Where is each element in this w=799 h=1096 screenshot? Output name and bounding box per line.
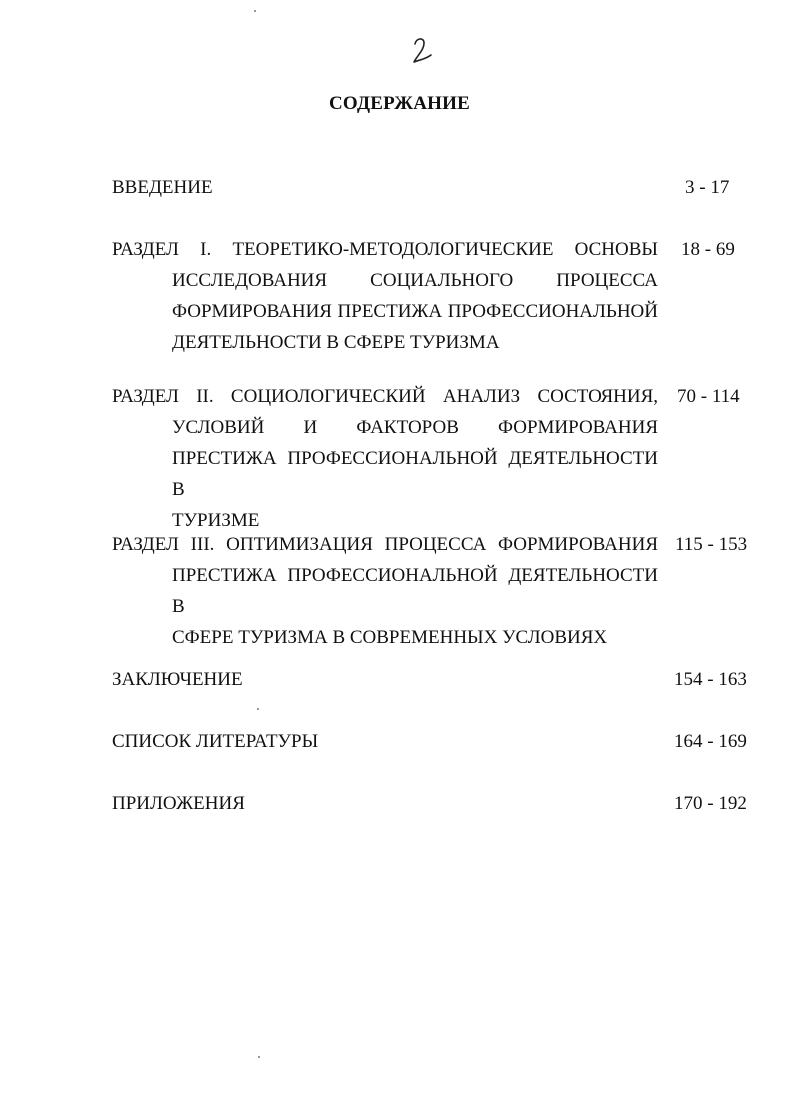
toc-entry-pages: 164 - 169 [674,731,747,752]
toc-entry-label: ЗАКЛЮЧЕНИЕ [112,669,243,690]
toc-entry-pages: 115 - 153 [675,534,748,555]
toc-entry-pages: 70 - 114 [677,386,740,407]
toc-entry-pages: 170 - 192 [674,793,747,814]
toc-entry-pages: 18 - 69 [681,239,735,260]
toc-entry-bibliography [112,726,752,757]
toc-entry-label-continued: УСЛОВИЙ И ФАКТОРОВ ФОРМИРОВАНИЯ [172,417,658,438]
toc-entry-appendices [112,788,752,819]
toc-entry-label-continued: ПРЕСТИЖА ПРОФЕССИОНАЛЬНОЙ ДЕЯТЕЛЬНОСТИ В [172,565,658,617]
toc-entry-pages: 154 - 163 [674,669,747,690]
toc-entry-label-continued: ТУРИЗМЕ [172,510,260,531]
toc-entry-section-2 [112,381,752,536]
toc-title: СОДЕРЖАНИЕ [329,93,470,114]
toc-entry-label-continued: ФОРМИРОВАНИЯ ПРЕСТИЖА ПРОФЕССИОНАЛЬНОЙ [172,301,658,322]
toc-entry-label: ВВЕДЕНИЕ [112,177,213,198]
toc-entry-section-3 [112,529,752,653]
toc-entry-label: РАЗДЕЛ II. СОЦИОЛОГИЧЕСКИЙ АНАЛИЗ СОСТОЯНИЯ, [112,386,658,407]
scan-speck [254,10,256,12]
toc-entry-label-continued: ДЕЯТЕЛЬНОСТИ В СФЕРЕ ТУРИЗМА [172,332,500,353]
toc-entry-label-continued: СФЕРЕ ТУРИЗМА В СОВРЕМЕННЫХ УСЛОВИЯХ [172,627,608,648]
toc-entry-label: РАЗДЕЛ III. ОПТИМИЗАЦИЯ ПРОЦЕССА ФОРМИРОВАНИЯ [112,534,658,555]
scan-speck [258,1056,260,1058]
toc-entry-label: ПРИЛОЖЕНИЯ [112,793,245,814]
toc-entry-pages: 3 - 17 [685,177,730,198]
scan-speck [257,708,259,710]
handwritten-2-icon [404,28,444,68]
toc-entry-label: СПИСОК ЛИТЕРАТУРЫ [112,731,319,752]
handwritten-page-number [404,28,444,68]
toc-entry-section-1 [112,234,752,358]
toc-entry-label-continued: ПРЕСТИЖА ПРОФЕССИОНАЛЬНОЙ ДЕЯТЕЛЬНОСТИ В [172,448,658,500]
toc-entry-label-continued: ИССЛЕДОВАНИЯ СОЦИАЛЬНОГО ПРОЦЕССА [172,270,658,291]
toc-entry-introduction [112,172,752,203]
toc-entry-conclusion [112,664,752,695]
toc-entry-label: РАЗДЕЛ I. ТЕОРЕТИКО-МЕТОДОЛОГИЧЕСКИЕ ОСНОВЫ [112,239,658,260]
